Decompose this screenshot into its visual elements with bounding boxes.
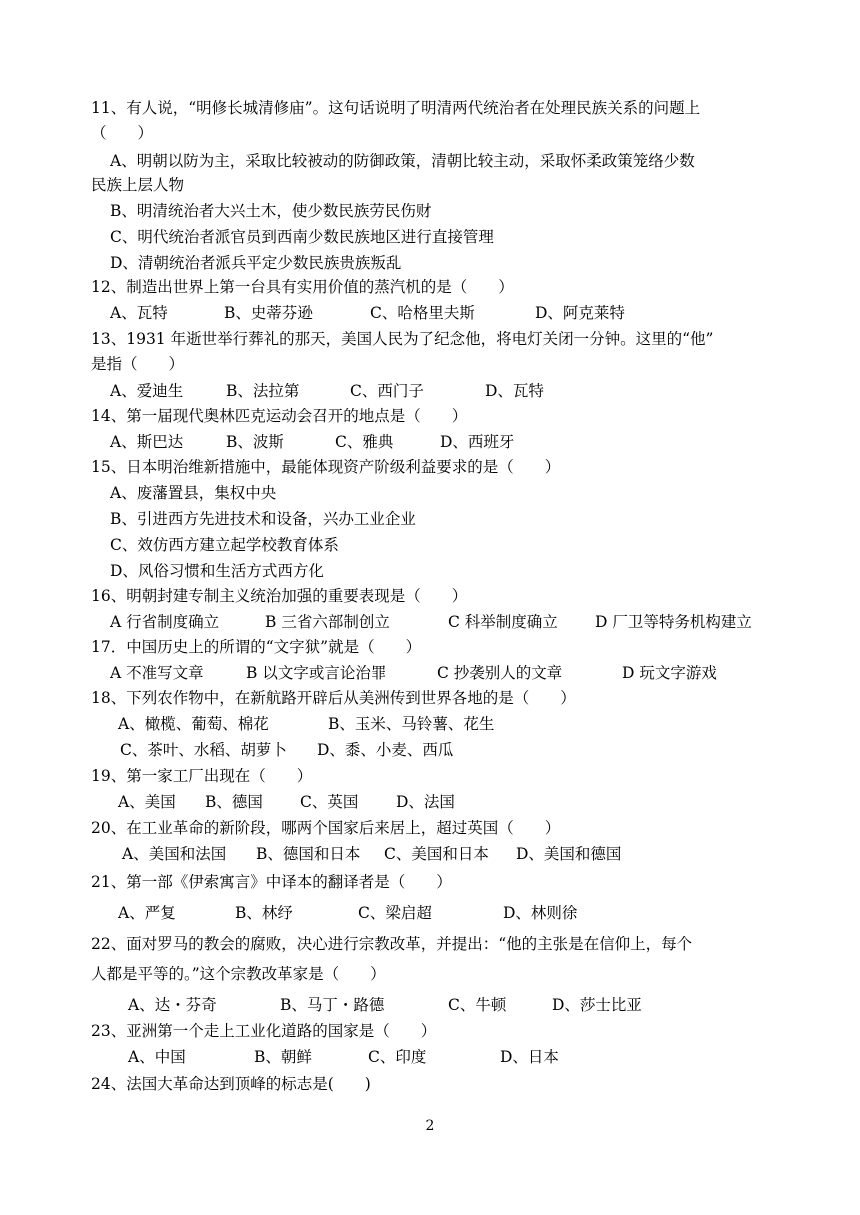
question-15-stem: 15、日本明治维新措施中，最能体现资产阶级利益要求的是（ ） (91, 458, 561, 476)
page-number: 2 (425, 1118, 435, 1134)
question-13-option-d: D、瓦特 (485, 382, 544, 400)
question-13-stem-cont: 是指（ ） (91, 355, 185, 373)
question-17-option-c: C 抄袭别人的文章 (437, 664, 563, 682)
question-15-option-d: D、风俗习惯和生活方式西方化 (110, 562, 324, 580)
question-14-option-c: C、雅典 (335, 433, 394, 451)
question-22-option-c: C、牛顿 (448, 996, 507, 1014)
question-12-option-d: D、阿克莱特 (535, 304, 625, 322)
question-18-option-c: C、茶叶、水稻、胡萝卜 (120, 741, 287, 759)
question-18-stem: 18、下列农作物中，在新航路开辟后从美洲传到世界各地的是（ ） (91, 689, 576, 707)
question-12-option-c: C、哈格里夫斯 (370, 304, 475, 322)
question-23-option-b: B、朝鲜 (254, 1048, 312, 1066)
question-21-stem: 21、第一部《伊索寓言》中译本的翻译者是（ ） (91, 873, 452, 891)
question-17-option-d: D 玩文字游戏 (622, 664, 717, 682)
question-11-option-c: C、明代统治者派官员到西南少数民族地区进行直接管理 (110, 228, 494, 246)
question-22-option-b: B、马丁・路德 (280, 996, 385, 1014)
question-12-option-b: B、史蒂芬逊 (224, 304, 313, 322)
question-21-option-a: A、严复 (118, 904, 176, 922)
question-19-option-d: D、法国 (396, 793, 455, 811)
question-16-stem: 16、明朝封建专制主义统治加强的重要表现是（ ） (91, 587, 468, 605)
question-23-option-d: D、日本 (500, 1048, 559, 1066)
question-19-option-a: A、美国 (118, 793, 176, 811)
question-23-stem: 23、亚洲第一个走上工业化道路的国家是（ ） (91, 1022, 437, 1040)
question-22-stem: 22、面对罗马的教会的腐败，决心进行宗教改革，并提出：“他的主张是在信仰上，每个 (91, 935, 693, 953)
question-11-stem-cont: （ ） (91, 124, 154, 142)
question-11-option-d: D、清朝统治者派兵平定少数民族贵族叛乱 (110, 254, 402, 272)
question-22-stem-cont: 人都是平等的。”这个宗教改革家是（ ） (91, 965, 386, 983)
question-17-stem: 17．中国历史上的所谓的“文字狱”就是（ ） (91, 638, 422, 656)
question-11-stem: 11、有人说，“明修长城清修庙”。这句话说明了明清两代统治者在处理民族关系的问题上 (91, 99, 701, 117)
question-11-option-a-cont: 民族上层人物 (91, 176, 185, 194)
question-17-option-a: A 不准写文章 (110, 664, 204, 682)
question-19-option-b: B、德国 (205, 793, 263, 811)
question-13-option-c: C、西门子 (350, 382, 424, 400)
question-16-option-d: D 厂卫等特务机构建立 (595, 613, 752, 631)
question-22-option-a: A、达・芬奇 (128, 996, 217, 1014)
question-16-option-b: B 三省六部制创立 (265, 613, 390, 631)
question-13-option-b: B、法拉第 (226, 382, 300, 400)
question-21-option-c: C、梁启超 (358, 904, 432, 922)
question-20-option-c: C、美国和日本 (384, 845, 489, 863)
question-20-option-d: D、美国和德国 (516, 845, 622, 863)
question-13-stem: 13、1931 年逝世举行葬礼的那天，美国人民为了纪念他，将电灯关闭一分钟。这里的“他” (91, 330, 714, 348)
question-23-option-a: A、中国 (128, 1048, 186, 1066)
question-15-option-b: B、引进西方先进技术和设备，兴办工业企业 (110, 510, 416, 528)
question-20-option-b: B、德国和日本 (256, 845, 361, 863)
question-21-option-b: B、林纾 (235, 904, 293, 922)
question-12-option-a: A、瓦特 (110, 304, 168, 322)
question-14-stem: 14、第一届现代奥林匹克运动会召开的地点是（ ） (91, 407, 468, 425)
question-15-option-c: C、效仿西方建立起学校教育体系 (110, 536, 339, 554)
question-22-option-d: D、莎士比亚 (552, 996, 642, 1014)
question-17-option-b: B 以文字或言论治罪 (246, 664, 387, 682)
question-24-stem: 24、法国大革命达到顶峰的标志是( ) (91, 1075, 371, 1093)
question-12-stem: 12、制造出世界上第一台具有实用价值的蒸汽机的是（ ） (91, 278, 514, 296)
question-16-option-c: C 科举制度确立 (448, 613, 558, 631)
question-19-option-c: C、英国 (300, 793, 359, 811)
question-21-option-d: D、林则徐 (503, 904, 578, 922)
question-14-option-b: B、波斯 (226, 433, 284, 451)
question-15-option-a: A、废藩置县，集权中央 (110, 484, 277, 502)
question-23-option-c: C、印度 (368, 1048, 427, 1066)
question-14-option-a: A、斯巴达 (110, 433, 184, 451)
question-19-stem: 19、第一家工厂出现在（ ） (91, 767, 313, 785)
question-18-option-d: D、黍、小麦、西瓜 (317, 741, 454, 759)
question-11-option-b: B、明清统治者大兴土木，使少数民族劳民伤财 (110, 202, 432, 220)
question-18-option-b: B、玉米、马铃薯、花生 (328, 715, 495, 733)
question-13-option-a: A、爱迪生 (110, 382, 184, 400)
question-18-option-a: A、橄榄、葡萄、棉花 (118, 715, 269, 733)
question-11-option-a: A、明朝以防为主，采取比较被动的防御政策，清朝比较主动，采取怀柔政策笼络少数 (110, 152, 695, 170)
question-20-option-a: A、美国和法国 (122, 845, 227, 863)
question-20-stem: 20、在工业革命的新阶段，哪两个国家后来居上，超过英国（ ） (91, 819, 561, 837)
question-14-option-d: D、西班牙 (440, 433, 515, 451)
question-16-option-a: A 行省制度确立 (110, 613, 220, 631)
